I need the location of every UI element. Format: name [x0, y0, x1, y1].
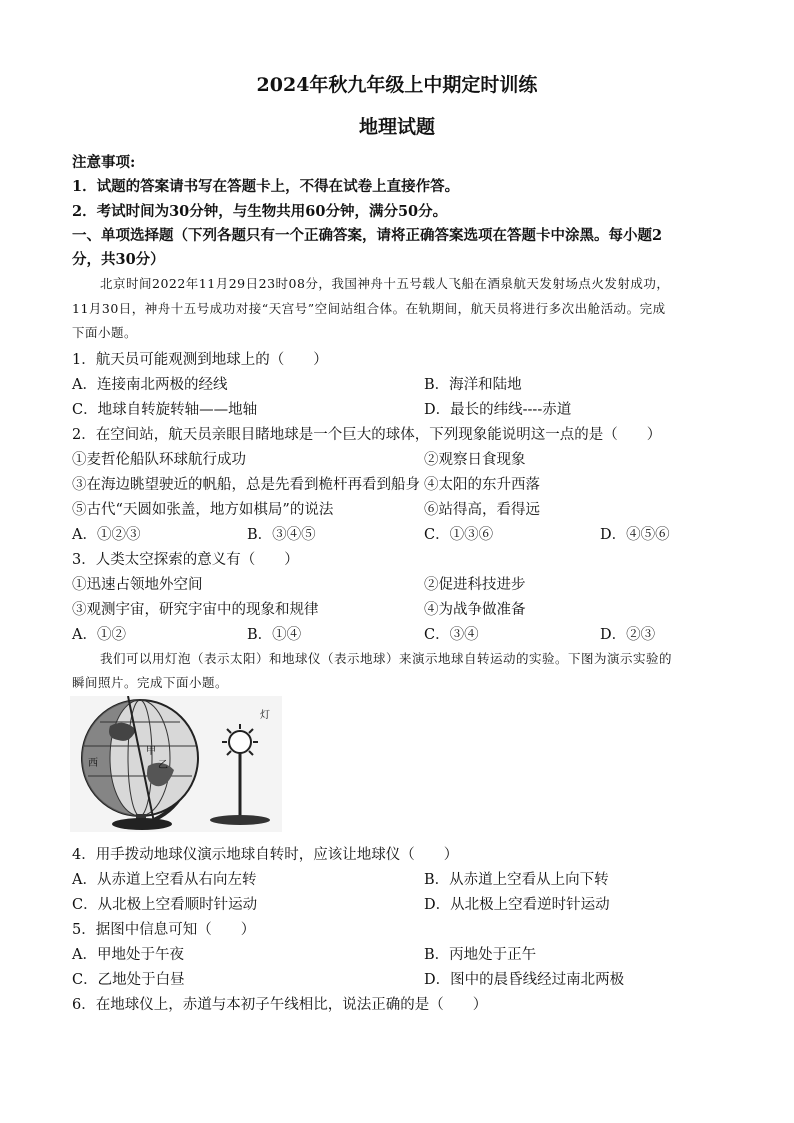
page-title: 2024年秋九年级上中期定时训练 — [256, 74, 538, 96]
q2-option-c: C．①③⑥ — [424, 527, 494, 543]
q4-option-b: B．从赤道上空看从上向下转 — [424, 872, 609, 888]
q1-option-b: B．海洋和陆地 — [424, 377, 522, 393]
q2-option-d: D．④⑤⑥ — [600, 527, 670, 543]
q4-option-a: A．从赤道上空看从右向左转 — [72, 872, 257, 888]
q3-option-d: D．②③ — [600, 627, 656, 643]
q4-option-c: C．从北极上空看顺时针运动 — [72, 897, 258, 913]
q2-item-6: ⑥站得高，看得远 — [424, 502, 540, 518]
q3-stem: 3．人类太空探索的意义有（ ） — [72, 552, 299, 568]
q2-stem: 2．在空间站，航天员亲眼目睹地球是一个巨大的球体，下列现象能说明这一点的是（ ） — [72, 427, 662, 443]
q1-option-c: C．地球自转旋转轴——地轴 — [72, 402, 258, 418]
globe-base — [112, 818, 172, 830]
q3-item-1: ①迅速占领地外空间 — [72, 577, 203, 593]
q2-item-2: ②观察日食现象 — [424, 452, 526, 468]
label-west: 西 — [88, 758, 98, 769]
q3-option-c: C．③④ — [424, 627, 479, 643]
notice-item-2: 2．考试时间为30分钟，与生物共用60分钟，满分50分。 — [72, 203, 448, 220]
q5-option-a: A．甲地处于午夜 — [72, 947, 184, 963]
passage2-line2: 瞬间照片。完成下面小题。 — [72, 675, 229, 690]
q1-option-a: A．连接南北两极的经线 — [72, 377, 228, 393]
q2-option-a: A．①②③ — [72, 527, 141, 543]
q3-item-2: ②促进科技进步 — [424, 577, 526, 593]
q1-stem: 1．航天员可能观测到地球上的（ ） — [72, 352, 328, 368]
notice-heading: 注意事项: — [72, 154, 136, 171]
q1-option-d: D．最长的纬线----赤道 — [424, 402, 572, 418]
page-subtitle: 地理试题 — [358, 116, 435, 138]
q2-item-4: ④太阳的东升西落 — [424, 477, 540, 493]
label-yi: 乙 — [158, 760, 168, 771]
q4-option-d: D．从北极上空看逆时针运动 — [424, 897, 610, 913]
passage2-line1: 我们可以用灯泡（表示太阳）和地球仪（表示地球）来演示地球自转运动的实验。下图为演示实验的 — [100, 651, 673, 666]
passage1-line2: 11月30日，神舟十五号成功对接“天宫号”空间站组合体。在轨期间，航天员将进行多次出舱活动。完成 — [72, 301, 666, 316]
q2-item-1: ①麦哲伦船队环球航行成功 — [72, 452, 246, 468]
label-lamp: 灯 — [260, 710, 270, 721]
passage1-line3: 下面小题。 — [72, 325, 138, 340]
q3-option-a: A．①② — [72, 627, 126, 643]
q5-stem: 5．据图中信息可知（ ） — [72, 922, 256, 938]
section-heading-line1: 一、单项选择题（下列各题只有一个正确答案，请将正确答案选项在答题卡中涂黑。每小题2 — [72, 227, 663, 244]
globe-lamp-figure — [70, 696, 282, 832]
label-jia: 甲 — [146, 746, 156, 757]
passage1-line1: 北京时间2022年11月29日23时08分，我国神舟十五号载人飞船在酒泉航天发射场点火发射成功， — [100, 276, 670, 291]
q3-option-b: B．①④ — [247, 627, 302, 643]
q3-item-3: ③观测宇宙，研究宇宙中的现象和规律 — [72, 602, 319, 618]
section-heading-line2: 分，共30分） — [72, 251, 165, 268]
q4-stem: 4．用手拨动地球仪演示地球自转时，应该让地球仪（ ） — [72, 847, 459, 863]
q2-item-5: ⑤古代“天圆如张盖，地方如棋局”的说法 — [72, 502, 334, 518]
q2-item-3: ③在海边眺望驶近的帆船，总是先看到桅杆再看到船身 — [72, 477, 420, 493]
q5-option-b: B．丙地处于正午 — [424, 947, 537, 963]
q5-option-c: C．乙地处于白昼 — [72, 972, 185, 988]
q6-stem: 6．在地球仪上，赤道与本初子午线相比，说法正确的是（ ） — [72, 997, 488, 1013]
lamp-bulb-icon — [229, 731, 251, 753]
lamp-base — [210, 815, 270, 825]
notice-item-1: 1．试题的答案请书写在答题卡上，不得在试卷上直接作答。 — [72, 178, 460, 195]
q2-option-b: B．③④⑤ — [247, 527, 316, 543]
q5-option-d: D．图中的晨昏线经过南北两极 — [424, 972, 625, 988]
q3-item-4: ④为战争做准备 — [424, 602, 526, 618]
